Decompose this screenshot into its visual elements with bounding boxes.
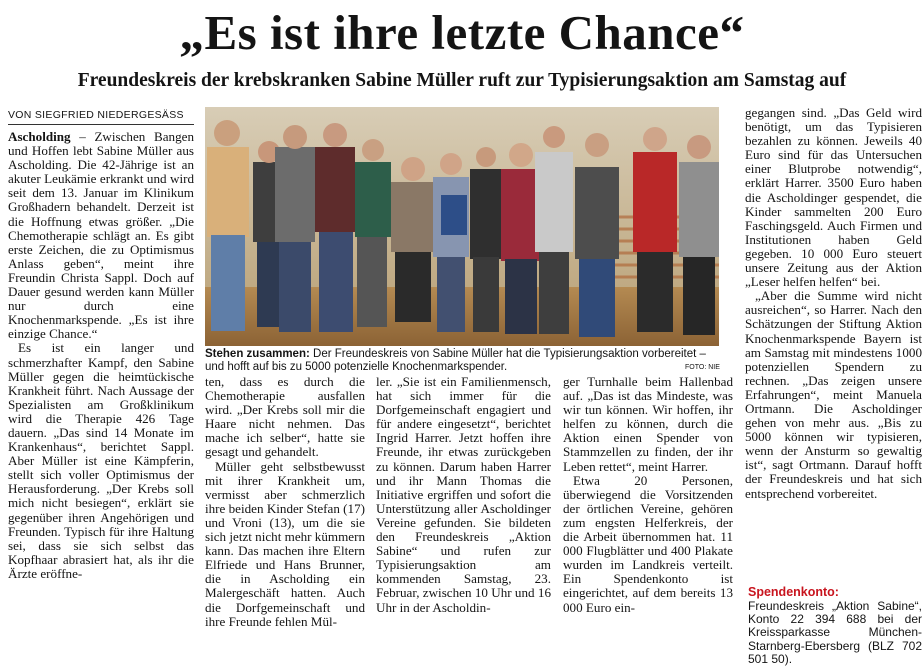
paragraph: „Aber die Summe wird nicht ausreichen“, so Harrer. Nach den Schätzungen der Stiftung Aktion Knochenmarkspende Bayern ist am Samstag mit mindestens 1000 potenziellen Spendern zu rechnen. „Das zeigen unsere Erfahrungen“, meint Manuela Ortmann. Die Ascholdinger gehen von mehr aus. „Bis zu 5000 können wir typisieren, wenn der Ansturm so gewaltig ist“, sagt Ortmann. Darauf hofft der Freundeskreis und hat sich entsprechend vorbereitet. [745,288,922,501]
dateline: Ascholding [8,129,71,144]
byline: VON SIEGFRIED NIEDERGESÄSS [8,109,184,121]
paragraph: ger Turnhalle beim Hallenbad auf. „Das ist das Mindeste, was wir tun können. Wir hoffen, ihr helfen zu können, durch die Aktion einen Spender von Stammzellen zu finden, der ihr Leben rettet“, meint Harrer. [563,374,733,474]
article-column-2 [205,375,365,652]
photo-credit: FOTO: NIE [685,364,720,371]
paragraph: – Zwischen Bangen und Hoffen lebt Sabine Müller aus Ascholding. Die 42-Jährige ist an akuter Leukämie erkrankt und wird seit dem 13. Januar im Klinikum Großhadern behandelt. Derzeit ist die Hoffnung etwas größer. „Die Chemotherapie schlägt an. Es gibt erste Zeichen, die zu Optimismus Anlass geben“, meint ihre Freundin Christa Sappl. Doch auf Dauer gesund werden kann Müller nur durch eine Knochenmarkspende. „Es ist ihre einzige Chance.“ [8,129,194,342]
donation-account-title: Spendenkonto: [748,585,839,599]
caption-lead: Stehen zusammen: [205,348,310,360]
paragraph: ler. „Sie ist ein Familienmensch, hat sich immer für die Dorfgemeinschaft engagiert und für andere eingesetzt“, berichtet Ingrid Harrer. Jetzt hoffen ihre Freunde, ihr etwas zurückgeben zu können. Darum haben Harrer und ihr Mann Thomas die Initiative ergriffen und sofort die Unterstützung aller Ascholdinger Vereine gefunden. Sie bildeten den Freundeskreis „Aktion Sabine“ und rufen zur Typisierungsaktion am kommenden Samstag, 23. Februar, zwischen 10 Uhr und 16 Uhr in der Ascholdin- [376,374,551,615]
paragraph: Müller geht selbstbewusst mit ihrer Krankheit um, vermisst aber schmerzlich ihre beiden Kinder Stefan (17) und Vroni (13), um die sie sich jetzt nicht mehr kümmern kann. Das machen ihre Eltern Elfriede und Hans Brunner, die in Ascholding ein Malergeschäft hatten. Auch die Dorfgemeinschaft und ihre Freunde fehlen Mül- [205,458,365,629]
photo-caption [205,348,719,374]
article-column-3 [376,375,551,652]
paragraph: Es ist ein langer und schmerzhafter Kampf, den Sabine Müller gegen die heimtückische Krankheit führt. Nach Aussage der Spezialisten am Großklinikum wird die Therapie 426 Tage dauern. „Das sind 14 Monate im Krankenhaus“, berichtet Sappl. Aber Müller ist eine Kämpferin, stellt sich voller Optimismus der Herausforderung. „Der Krebs soll mich nicht besiegen“, erklärt sie gegenüber ihren Angehörigen und Freunden. Typisch für ihre Haltung sei, dass sie sich selbst das Kopfhaar abrasiert hat, als ihr die Ärzte eröffne- [8,340,194,581]
paragraph: gegangen sind. „Das Geld wird benötigt, um das Typisieren bezahlen zu können. Jeweils 40 Euro sind für das Untersuchen einer Blutprobe notwendig“, erklärt Harrer. 3500 Euro haben die Ascholdinger gespendet, die Kinder sammelten 200 Euro Faschingsgeld. Auch Firmen und Institutionen haben Geld gegeben. 10 000 Euro steuert unsere Zeitung aus der Aktion „Leser helfen helfen“ bei. [745,105,922,290]
article-column-1 [8,130,194,652]
donation-account-text: Freundeskreis „Aktion Sabine“, Konto 22 394 688 bei der Kreissparkasse München-Starnberg-Ebersberg (BLZ 702 501 50). [748,599,922,666]
article-column-5 [745,106,922,584]
group-photo [205,107,719,346]
article-column-4 [563,375,733,652]
subheadline: Freundeskreis der krebskranken Sabine Müller ruft zur Typisierungsaktion am Samstag auf [77,70,847,91]
byline-rule [8,124,194,125]
paragraph: Etwa 20 Personen, überwiegend die Vorsitzenden der örtlichen Vereine, gehören zum engsten Helferkreis, der die Arbeit übernommen hat. 11 000 Flugblätter und 400 Plakate wurden im Landkreis verteilt. Ein Spendenkonto ist eingerichtet, auf dem bereits 13 000 Euro ein- [563,472,733,615]
caption-text: Der Freundeskreis von Sabine Müller hat die Typisierungsaktion vorbereitet – und hofft auf bis zu 5000 potenzielle Knochenmarkspender. [205,348,706,373]
headline: „Es ist ihre letzte Chance“ [179,5,745,60]
paragraph: ten, dass es durch die Chemotherapie ausfallen wird. „Der Krebs soll mir die Haare nicht nehmen. Das mache ich selber“, hatte sie gesagt und gehandelt. [205,374,365,460]
